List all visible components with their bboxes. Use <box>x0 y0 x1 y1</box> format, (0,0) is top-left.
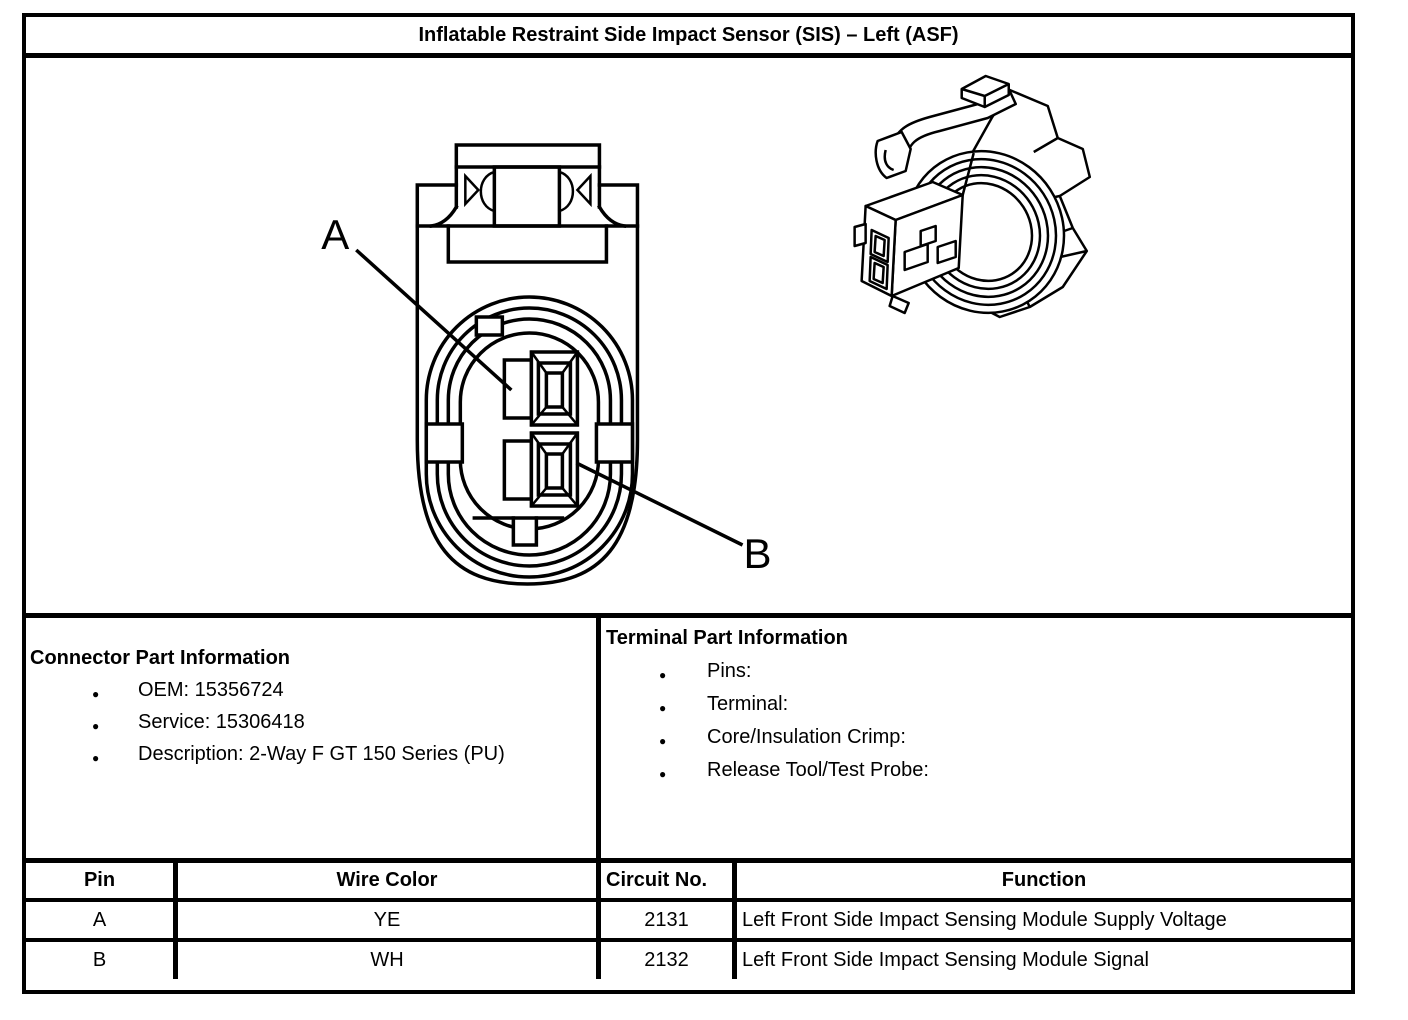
latch-flange <box>448 226 606 262</box>
pin-table-header-function: Function <box>737 863 1351 902</box>
wire-color-cell-row-a: YE <box>178 902 601 942</box>
connector-face-diagram <box>26 58 1351 613</box>
terminal-cavity-a <box>504 352 577 425</box>
connector-diagram-area <box>26 58 1351 618</box>
function-cell-row-a: Left Front Side Impact Sensing Module Supply Voltage <box>737 902 1351 942</box>
list-item: ● Pins: <box>606 659 1351 683</box>
list-item: ● OEM: 15356724 <box>30 678 596 702</box>
pin-table-header-circuit-no: Circuit No. <box>601 863 737 902</box>
holder-right-notch <box>596 424 632 462</box>
list-item: ● Core/Insulation Crimp: <box>606 725 1351 749</box>
connector-part-information-list <box>30 678 596 766</box>
connector-part-information-panel <box>26 618 601 858</box>
page-title <box>26 17 1351 58</box>
connector-info-page <box>22 13 1355 994</box>
wire-color-cell-row-b: WH <box>178 942 601 979</box>
terminal-part-information-heading: Terminal Part Information <box>606 627 848 649</box>
pin-a-label: A <box>321 211 350 258</box>
connector-3d-illustration <box>855 76 1095 343</box>
connector-part-information-heading: Connector Part Information <box>30 647 291 669</box>
page-title-text: Inflatable Restraint Side Impact Sensor (SIS) – Left (ASF) <box>418 23 959 46</box>
pin-table-header-pin: Pin <box>26 863 178 902</box>
connector-face-view <box>417 145 637 584</box>
function-cell-row-b: Left Front Side Impact Sensing Module Signal <box>742 949 1149 971</box>
terminal-part-information-panel <box>601 618 1351 858</box>
list-item: ● Terminal: <box>606 692 1351 716</box>
holder-bottom-tab <box>513 518 536 545</box>
list-item: ● Service: 15306418 <box>30 710 596 734</box>
pin-b-label: B <box>743 530 772 577</box>
holder-index-tab <box>476 317 502 335</box>
latch-slot <box>494 167 559 226</box>
latch-top-bar <box>456 145 599 167</box>
terminal-part-information-list <box>606 659 1351 782</box>
pin-function-table <box>26 863 1351 990</box>
holder-left-notch <box>426 424 462 462</box>
pin-cell-row-b: B <box>26 942 178 979</box>
list-item: ● Description: 2-Way F GT 150 Series (PU) <box>30 742 596 766</box>
pin-cell-row-a: A <box>26 902 178 942</box>
circuit-no-cell-row-a: 2131 <box>601 902 737 942</box>
pin-table-header-wire-color: Wire Color <box>178 863 601 902</box>
circuit-no-cell-row-b: 2132 <box>601 942 737 979</box>
list-item: ● Release Tool/Test Probe: <box>606 758 1351 782</box>
terminal-cavity-b <box>504 433 577 506</box>
part-information-section <box>26 618 1351 863</box>
